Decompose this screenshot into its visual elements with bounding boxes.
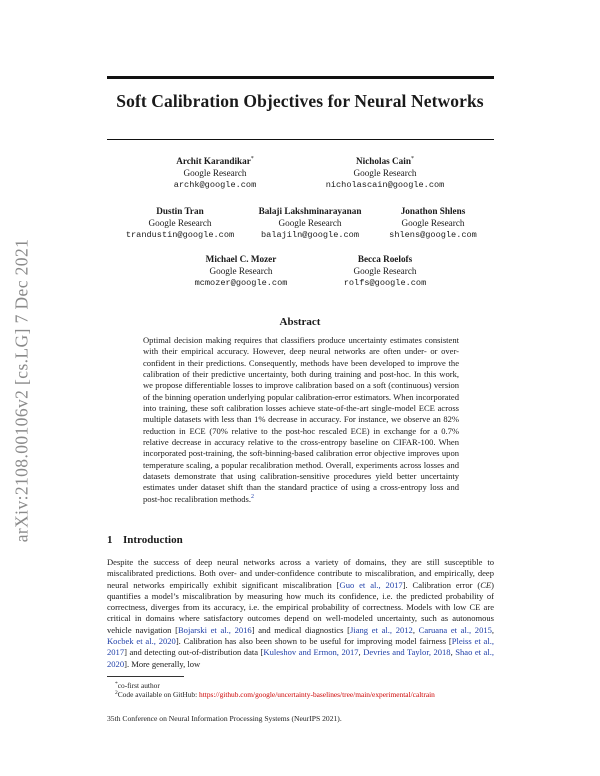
title-bottom-rule (107, 139, 494, 140)
author-block (358, 205, 508, 241)
intro-paragraph: Despite the success of deep neural networks across a variety of domains, they are still susceptible to miscalibrated predictions. Both over- and under-confidence contribute to miscalibration, and empirically, deep neural networks empirically exhibit significant miscalibration [Guo et al., 2017]. Calibration error (CE) quantifies a model’s miscalibration by measuring how much its confidence, i.e. the predicted probability of correctness, diverges from its accuracy, i.e. the empirical probability of correctness. Models with low CE are critical in domains where satisfactory outcomes depend on well-modeled uncertainty, such as autonomous vehicle navigation [Bojarski et al., 2016] and medical diagnostics [Jiang et al., 2012, Caruana et al., 2015, Kocbek et al., 2020]. Calibration has also been shown to be useful for improving model fairness [Pleiss et al., 2017] and detecting out-of-distribution data [Kuleshov and Ermon, 2017, Devries and Taylor, 2018, Shao et al., 2020]. More generally, low (107, 557, 495, 669)
footnote-ref[interactable]: 2 (251, 493, 254, 500)
citation-link[interactable]: Guo et al., 2017 (339, 579, 403, 590)
author-name: Archit Karandikar (176, 156, 251, 166)
author-name: Nicholas Cain (356, 156, 411, 166)
author-name: Michael C. Mozer (205, 254, 277, 264)
author-block: Archit Karandikar* Google Research archk@google.com (140, 155, 290, 191)
citation-link[interactable]: Pleiss et al., 2017 (107, 636, 494, 658)
citation-link[interactable]: Bojarski et al., 2016 (177, 624, 252, 635)
author-org: Google Research (353, 168, 417, 178)
author-org: Google Research (278, 218, 342, 228)
abstract-heading: Abstract (279, 316, 321, 328)
abstract-text: Optimal decision making requires that classifiers produce uncertainty estimates consistent with their empirical accuracy. However, deep neural networks are often under- or over-confident in their predictions. Consequently, methods have been developed to improve the calibration of their predictive uncertainty, both during training and post-hoc. In this work, we propose differentiable losses to improve calibration based on a soft (continuous) version of the binning operation underlying popular calibration-error estimators. When incorporated into training, these soft calibration losses achieve state-of-the-art single-model ECE across multiple datasets with less than 1% decrease in accuracy. For instance, we observe an 82% reduction in ECE (70% relative to the post-hoc rescaled ECE) in exchange for a 0.7% relative decrease in accuracy relative to the cross-entropy baseline on CIFAR-100. When incorporated post-training, the soft-binning-based calibration error objective improves upon temperature scaling, a popular recalibration method. Overall, experiments across losses and datasets demonstrate that using calibration-sensitive procedures yield better uncertainty estimates under dataset shift than the standard practice of using a cross-entropy loss and post-hoc recalibration methods. (143, 335, 459, 504)
author-org: Google Research (148, 218, 212, 228)
author-block (166, 253, 316, 289)
author-name: Becca Roelofs (357, 254, 413, 264)
author-name: Jonathon Shlens (400, 206, 466, 216)
author-email[interactable]: shlens@google.com (389, 230, 477, 240)
arxiv-sidebar-stamp (4, 200, 40, 580)
author-block (105, 205, 255, 241)
author-block (310, 253, 460, 289)
citation-link[interactable]: Shao et al., 2020 (107, 647, 494, 669)
abstract-body (143, 335, 459, 505)
citation-link[interactable]: Kocbek et al., 2020 (107, 636, 176, 647)
author-email[interactable]: archk@google.com (173, 180, 257, 190)
arxiv-id: arXiv:2108.00106v2 [cs.LG] 7 Dec 2021 (11, 238, 32, 542)
author-name: Dustin Tran (156, 206, 204, 216)
author-name: Balaji Lakshminarayanan (258, 206, 362, 216)
citation-link[interactable]: Jiang et al., 2012 (350, 624, 413, 635)
footnote-rule (107, 676, 184, 677)
section-heading (107, 534, 183, 546)
citation-link[interactable]: Caruana et al., 2015 (418, 624, 492, 635)
author-org: Google Research (353, 266, 417, 276)
section-number: 1 (107, 534, 113, 546)
title-top-rule (107, 76, 494, 79)
footnote-text: co-first author (117, 681, 160, 690)
conference-footer: 35th Conference on Neural Information Processing Systems (NeurIPS 2021). (107, 714, 342, 723)
citation-link[interactable]: Kuleshov and Ermon, 2017 (263, 647, 359, 658)
footnote (115, 689, 435, 699)
author-email[interactable]: rolfs@google.com (343, 278, 427, 288)
footnote-mark: * (115, 681, 118, 687)
github-link[interactable]: https://github.com/google/uncertainty-baselines/tree/main/experimental/caltrain (199, 690, 435, 699)
footnote-text: Code available on GitHub: (117, 690, 200, 699)
author-org: Google Research (209, 266, 273, 276)
paper-title: Soft Calibration Objectives for Neural Networks (116, 91, 484, 111)
section-title: Introduction (123, 534, 183, 546)
author-email[interactable]: balajiln@google.com (261, 230, 359, 240)
author-email[interactable]: trandustin@google.com (125, 230, 235, 240)
author-org: Google Research (401, 218, 465, 228)
citation-link[interactable]: Devries and Taylor, 2018 (363, 647, 451, 658)
author-block: Nicholas Cain* Google Research nicholascain@google.com (305, 155, 465, 191)
author-email[interactable]: nicholascain@google.com (325, 180, 445, 190)
footnote-mark: 2 (115, 690, 118, 696)
author-email[interactable]: mcmozer@google.com (194, 278, 288, 288)
ce-abbrev: CE (480, 579, 492, 590)
author-org: Google Research (183, 168, 247, 178)
